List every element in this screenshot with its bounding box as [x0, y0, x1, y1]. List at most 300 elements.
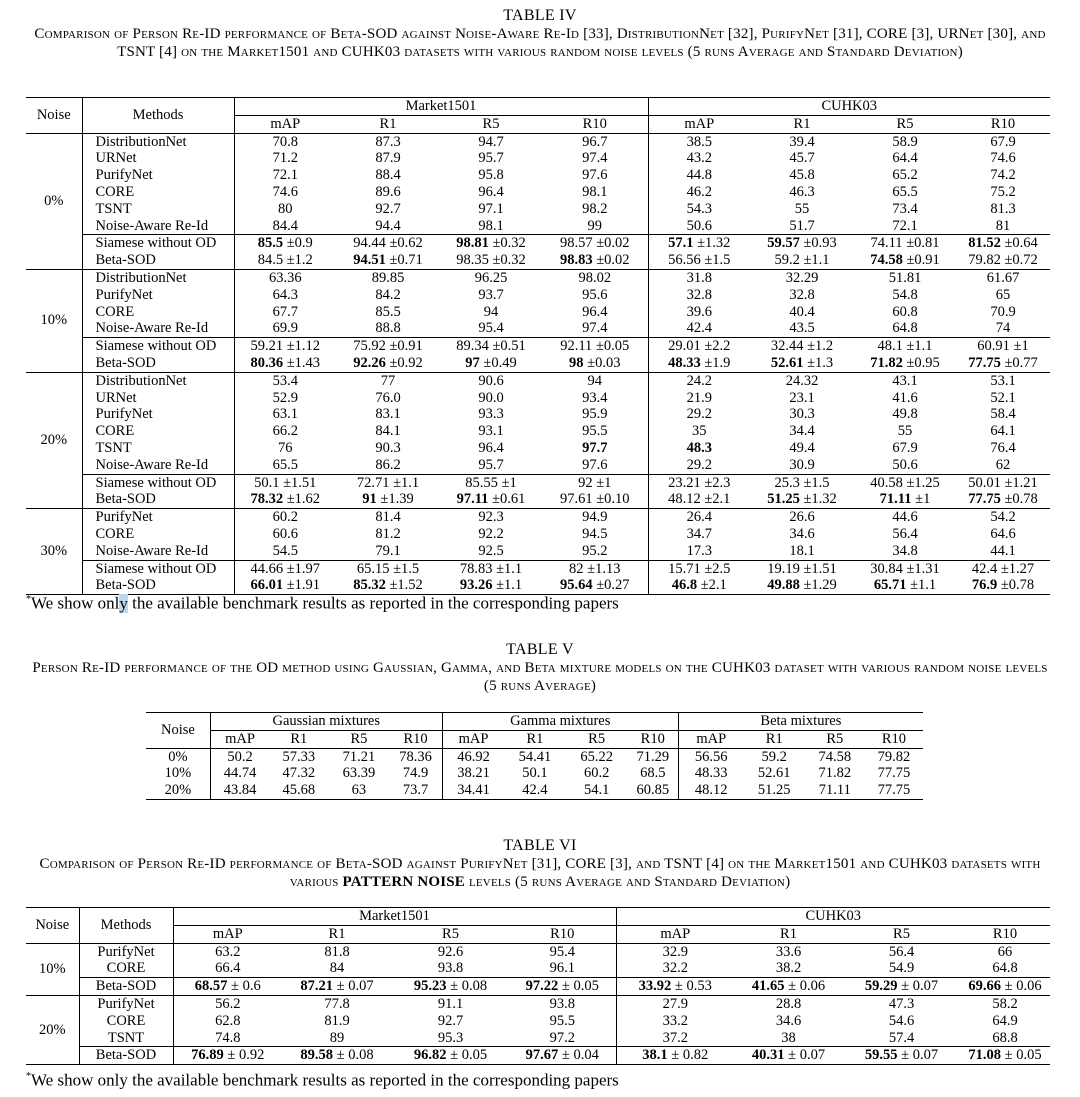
method-name: PurifyNet — [79, 995, 173, 1012]
footnote-text-a: We show onl — [31, 593, 120, 613]
metric-header: mAP — [212, 925, 243, 942]
metric-header: R1 — [765, 730, 783, 747]
value: 49.88 — [767, 577, 800, 594]
metric-header: mAP — [696, 730, 727, 747]
value: 56.2 — [215, 995, 241, 1012]
value-cell — [440, 150, 542, 167]
value: 48.3 — [686, 439, 712, 456]
value: 64.1 — [990, 423, 1016, 440]
value-cell — [750, 577, 854, 594]
value: 98.1 — [478, 217, 504, 234]
std-dev: ±1.91 — [286, 577, 321, 594]
value-cell — [854, 577, 956, 594]
value-cell — [960, 1013, 1050, 1030]
text-selection-highlight[interactable]: y — [119, 593, 128, 613]
table-row — [26, 509, 1050, 526]
value-cell — [734, 978, 843, 996]
value: 77.75 — [968, 491, 1001, 508]
value: 32.9 — [662, 943, 688, 960]
value-cell — [542, 338, 648, 355]
value-cell — [282, 960, 392, 977]
value: 23.1 — [789, 389, 815, 406]
value: 34.4 — [789, 423, 815, 440]
value: 66 — [997, 943, 1013, 960]
t4-methods-header: Methods — [82, 98, 234, 134]
value: 90.6 — [478, 372, 504, 389]
value-cell — [648, 526, 750, 543]
value-cell — [648, 167, 750, 184]
value-cell: 48.12 — [694, 782, 728, 799]
metric-header: mAP — [458, 730, 489, 747]
value: 74 — [995, 320, 1011, 337]
value-cell — [392, 943, 509, 960]
value-cell — [392, 1047, 509, 1065]
metric-header: R10 — [509, 925, 616, 943]
table-row — [26, 474, 1050, 491]
value-cell — [843, 995, 960, 1012]
table-row — [26, 1047, 1050, 1065]
std-dev: ±0.10 — [596, 491, 630, 508]
value: 92.7 — [375, 200, 401, 217]
value-cell — [440, 133, 542, 150]
value-cell — [854, 390, 956, 407]
value-cell — [392, 995, 509, 1012]
value-cell — [234, 390, 336, 407]
value: 95.4 — [549, 943, 575, 960]
value: 52.1 — [990, 389, 1016, 406]
value-cell: 77.75 — [877, 782, 911, 799]
value-cell — [734, 960, 843, 977]
value-cell — [854, 474, 956, 491]
value-cell — [843, 978, 960, 996]
value-cell: 56.56 — [694, 748, 728, 765]
method-name: PurifyNet — [82, 509, 234, 526]
value-cell: 63.39 — [342, 765, 376, 782]
table6-title — [0, 855, 1080, 891]
value-cell — [648, 269, 750, 286]
value-cell: 54.1 — [583, 782, 610, 799]
table-row — [26, 390, 1050, 407]
value-cell — [616, 1047, 734, 1065]
value: 27.9 — [662, 995, 688, 1012]
value: 95.5 — [582, 423, 608, 440]
std-dev: ± 0.6 — [231, 978, 261, 995]
std-dev: ±0.02 — [596, 235, 630, 252]
value-cell — [282, 1013, 392, 1030]
table-row — [26, 491, 1050, 508]
value-cell — [648, 440, 750, 457]
value-cell — [648, 304, 750, 321]
method-name: Beta-SOD — [82, 252, 234, 269]
table-row — [26, 995, 1050, 1012]
metric-header: R5 — [588, 730, 606, 747]
value: 59.2 — [774, 252, 800, 269]
value-cell — [509, 995, 616, 1012]
std-dev: ±1.1 — [910, 577, 937, 594]
value: 71.11 — [879, 491, 912, 508]
metric-header: R5 — [482, 115, 500, 132]
value-cell: 38.21 — [457, 765, 490, 782]
value-cell — [542, 304, 648, 321]
value-cell — [542, 509, 648, 526]
value-cell — [956, 269, 1050, 286]
std-dev: ±2.1 — [700, 577, 727, 594]
value-cell — [956, 406, 1050, 423]
std-dev: ±0.92 — [389, 354, 423, 371]
value: 86.2 — [375, 456, 401, 473]
value: 94.7 — [478, 133, 504, 150]
table-row — [26, 184, 1050, 201]
value: 64.6 — [990, 525, 1016, 542]
value-cell — [750, 423, 854, 440]
value: 88.8 — [375, 320, 401, 337]
value-cell — [843, 960, 960, 977]
value: 40.58 — [870, 474, 903, 491]
value-cell — [648, 201, 750, 218]
metric-header: R1 — [526, 730, 544, 747]
metric-header: R10 — [542, 115, 648, 133]
value: 97.6 — [582, 456, 608, 473]
table4 — [26, 97, 1050, 595]
value-cell — [750, 167, 854, 184]
std-dev: ± 0.07 — [336, 978, 374, 995]
std-dev: ±0.78 — [1004, 491, 1038, 508]
metric-header: R5 — [442, 925, 459, 942]
value: 97 — [465, 354, 480, 371]
value-cell — [542, 320, 648, 337]
value: 93.26 — [459, 577, 493, 594]
value-cell — [440, 372, 542, 389]
value: 44.6 — [892, 509, 918, 526]
std-dev: ±0.91 — [906, 252, 940, 269]
value: 92.26 — [353, 354, 386, 371]
value: 89.58 — [300, 1047, 334, 1064]
value-cell — [616, 978, 734, 996]
table-row — [26, 235, 1050, 252]
value: 32.44 — [770, 338, 804, 355]
std-dev: ±1.32 — [803, 491, 837, 508]
value-cell — [440, 252, 542, 269]
value: 56.4 — [892, 525, 918, 542]
table-row — [26, 355, 1050, 372]
value-cell — [542, 269, 648, 286]
metric-header: R10 — [881, 730, 907, 747]
value-cell — [542, 235, 648, 252]
value: 66.4 — [215, 960, 241, 977]
value-cell — [440, 406, 542, 423]
value-cell — [956, 252, 1050, 269]
value-cell — [956, 201, 1050, 218]
value-cell — [960, 995, 1050, 1012]
value: 73.4 — [892, 200, 918, 217]
value: 38.1 — [642, 1047, 668, 1064]
std-dev: ±1 — [596, 474, 612, 491]
value-cell — [234, 184, 336, 201]
value-cell — [854, 287, 956, 304]
value-cell — [956, 372, 1050, 389]
value: 32.29 — [785, 269, 819, 286]
method-name: DistributionNet — [82, 372, 234, 389]
value: 85.5 — [375, 303, 401, 320]
std-dev: ±1.1 — [803, 252, 830, 269]
value: 76 — [278, 439, 293, 456]
value-cell: 43.84 — [223, 782, 257, 799]
value-cell — [750, 218, 854, 235]
value: 65.5 — [892, 183, 918, 200]
method-name: Siamese without OD — [82, 235, 234, 252]
value: 42.4 — [971, 560, 998, 577]
value: 63.36 — [268, 269, 302, 286]
value: 45.7 — [789, 150, 815, 167]
table-row — [26, 978, 1050, 996]
value-cell — [440, 423, 542, 440]
value: 93.8 — [437, 960, 464, 977]
value-cell — [542, 526, 648, 543]
std-dev: ±0.03 — [587, 354, 621, 371]
value: 84.5 — [257, 252, 284, 269]
std-dev: ±0.93 — [803, 235, 837, 252]
value: 44.8 — [686, 167, 712, 184]
value-cell — [542, 184, 648, 201]
value-cell — [750, 235, 854, 252]
value-cell — [440, 474, 542, 491]
value: 30.3 — [789, 406, 815, 423]
std-dev: ±0.61 — [492, 491, 526, 508]
table-row — [26, 372, 1050, 389]
value-cell — [440, 167, 542, 184]
value: 40.31 — [751, 1047, 785, 1064]
value: 42.4 — [686, 320, 712, 337]
value: 32.2 — [662, 960, 688, 977]
value: 25.3 — [774, 474, 800, 491]
value-cell — [392, 1013, 509, 1030]
value-cell — [648, 406, 750, 423]
value-cell — [956, 390, 1050, 407]
std-dev: ± 0.05 — [1004, 1047, 1042, 1064]
value: 90.0 — [478, 389, 504, 406]
table-row — [26, 560, 1050, 577]
method-name: Beta-SOD — [82, 491, 234, 508]
value: 24.32 — [785, 372, 819, 389]
value-cell — [750, 252, 854, 269]
value: 85.55 — [465, 474, 498, 491]
value-cell — [392, 1030, 509, 1047]
value-cell — [336, 235, 440, 252]
value: 79.82 — [968, 252, 1001, 269]
value: 46.3 — [789, 183, 815, 200]
metric-header: R5 — [350, 730, 368, 747]
value: 95.5 — [549, 1012, 575, 1029]
value: 89.34 — [456, 338, 489, 355]
std-dev: ±1.97 — [286, 560, 321, 577]
table5-title: Person Re-ID performance of the OD method using Gaussian, Gamma, and Beta mixture models on the CUHK03 dataset with various random noise levels (5 runs Average) — [32, 660, 1048, 694]
value: 65.5 — [272, 456, 298, 473]
value-cell: 54.41 — [518, 748, 552, 765]
value: 94 — [483, 303, 499, 320]
value-cell — [440, 287, 542, 304]
metric-header: R1 — [780, 925, 797, 942]
table-row — [26, 150, 1050, 167]
value: 81.9 — [324, 1012, 350, 1029]
value: 98.02 — [578, 269, 612, 286]
table-row — [26, 423, 1050, 440]
metric-header: R5 — [896, 115, 914, 132]
std-dev: ± 0.06 — [1004, 978, 1042, 995]
value-cell — [854, 543, 956, 560]
value: 64.8 — [892, 320, 918, 337]
metric-header: R10 — [390, 730, 443, 748]
value-cell — [648, 355, 750, 372]
table6 — [26, 907, 1050, 1065]
value-cell — [648, 457, 750, 474]
std-dev: ±1.5 — [704, 252, 731, 269]
footnote-mark: * — [26, 1071, 31, 1082]
value-cell — [616, 1030, 734, 1047]
value-cell — [956, 560, 1050, 577]
value: 24.2 — [686, 372, 712, 389]
value-cell — [956, 543, 1050, 560]
method-name: CORE — [82, 184, 234, 201]
value: 50.6 — [686, 217, 712, 234]
value: 54.8 — [892, 286, 918, 303]
value-cell — [648, 338, 750, 355]
value: 97.61 — [559, 491, 593, 508]
value-cell — [440, 304, 542, 321]
value-cell — [854, 304, 956, 321]
value: 71.08 — [968, 1047, 1002, 1064]
value-cell — [336, 474, 440, 491]
table-row — [26, 338, 1050, 355]
value-cell — [440, 526, 542, 543]
value-cell: 44.74 — [223, 765, 257, 782]
value: 34.7 — [686, 525, 712, 542]
std-dev: ± 0.04 — [561, 1047, 599, 1064]
value-cell — [336, 184, 440, 201]
value-cell — [542, 355, 648, 372]
value: 18.1 — [789, 542, 815, 559]
value-cell — [750, 287, 854, 304]
value-cell — [648, 150, 750, 167]
std-dev: ±1.39 — [380, 491, 414, 508]
method-name: URNet — [82, 150, 234, 167]
value-cell — [542, 201, 648, 218]
value-cell — [750, 150, 854, 167]
value: 78.83 — [459, 560, 493, 577]
t5-group-header: Gamma mixtures — [442, 713, 678, 731]
value-cell — [336, 201, 440, 218]
value: 51.81 — [888, 269, 922, 286]
value-cell — [336, 269, 440, 286]
value-cell — [648, 133, 750, 150]
value-cell — [234, 320, 336, 337]
value-cell — [854, 372, 956, 389]
value-cell: 42.4 — [522, 782, 548, 799]
value-cell: 34.41 — [457, 782, 490, 799]
value-cell — [854, 320, 956, 337]
value: 75.2 — [990, 183, 1016, 200]
value-cell — [616, 943, 734, 960]
table4-footnote — [26, 590, 619, 614]
std-dev: ± 0.06 — [788, 978, 826, 995]
value: 92.5 — [478, 542, 504, 559]
value-cell — [960, 943, 1050, 960]
metric-header: R1 — [290, 730, 308, 747]
value: 59.29 — [864, 978, 898, 995]
table-row — [146, 748, 923, 765]
value-cell — [648, 390, 750, 407]
value: 92.7 — [437, 1012, 464, 1029]
method-name: TSNT — [79, 1030, 173, 1047]
value-cell — [392, 978, 509, 996]
value: 95.7 — [478, 150, 504, 167]
method-name: CORE — [82, 423, 234, 440]
value-cell — [234, 406, 336, 423]
value-cell — [956, 218, 1050, 235]
value-cell — [956, 509, 1050, 526]
value-cell — [336, 372, 440, 389]
table-row — [26, 218, 1050, 235]
std-dev: ±2.5 — [704, 560, 731, 577]
value-cell — [854, 491, 956, 508]
std-dev: ±0.9 — [286, 235, 313, 252]
value: 21.9 — [686, 389, 712, 406]
value: 84 — [329, 960, 345, 977]
noise-level: 0% — [146, 748, 210, 765]
value-cell — [616, 1013, 734, 1030]
value: 96.7 — [582, 133, 608, 150]
value-cell — [440, 218, 542, 235]
value: 29.01 — [668, 338, 701, 355]
value: 60.6 — [272, 525, 298, 542]
value-cell — [509, 1047, 616, 1065]
method-name: Siamese without OD — [82, 560, 234, 577]
value: 94.4 — [375, 217, 401, 234]
value-cell — [282, 978, 392, 996]
value-cell — [234, 423, 336, 440]
value-cell — [509, 960, 616, 977]
value: 95.7 — [478, 456, 504, 473]
value-cell — [750, 133, 854, 150]
table-row — [26, 526, 1050, 543]
value-cell — [843, 1047, 960, 1065]
value: 54.3 — [686, 200, 712, 217]
value: 29.2 — [686, 406, 712, 423]
value: 88.4 — [375, 167, 401, 184]
value-cell: 50.2 — [227, 748, 253, 765]
value-cell — [336, 423, 440, 440]
value: 70.8 — [272, 133, 298, 150]
method-name: PurifyNet — [82, 406, 234, 423]
value-cell — [734, 995, 843, 1012]
value-cell — [234, 287, 336, 304]
table-row — [26, 406, 1050, 423]
value-cell — [750, 201, 854, 218]
value: 66.2 — [272, 423, 298, 440]
value: 60.91 — [977, 338, 1010, 355]
value-cell — [854, 509, 956, 526]
table6-footnote — [26, 1067, 619, 1091]
value: 57.4 — [888, 1029, 915, 1046]
value: 91.1 — [437, 995, 464, 1012]
value: 58.9 — [892, 133, 918, 150]
value: 55 — [897, 423, 913, 440]
value-cell — [440, 457, 542, 474]
method-name: PurifyNet — [79, 943, 173, 960]
value: 92.11 — [560, 338, 593, 355]
value-cell — [509, 978, 616, 996]
value: 72.1 — [892, 217, 918, 234]
value: 89 — [329, 1029, 345, 1046]
